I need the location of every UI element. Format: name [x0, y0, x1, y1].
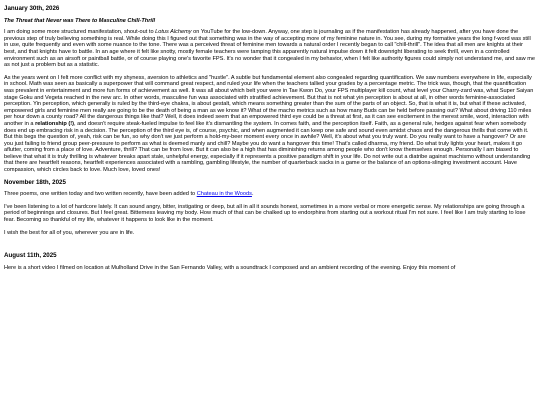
chateau-in-the-woods-link[interactable]: Chateau in the Woods — [196, 191, 252, 198]
entry-paragraph — [4, 191, 536, 198]
journal-entry — [4, 6, 536, 174]
entry-paragraph: I wish the best for all of you, wherever you are in life. — [4, 229, 135, 236]
emphasis-text: relationship (!) — [35, 120, 74, 127]
entry-date: November 18th, 2025 — [4, 178, 66, 186]
paragraph-text: . — [251, 191, 254, 198]
entry-paragraph: I've been listening to a lot of hardcore lately. It can sound angry, bitter, instigating or deep, but all in all it sounds honest, sometimes in a more verbal or more energetic sense. My relationships are going through a period of beginnings and closures. But I feel great. Bitterness leaving my body. How much of that can be chalked up to endorphins from starting out a workout ritual I'm not sure. I feel like I am truly starting to lose fear. Becoming so thankful of my life, whatever it happens to look like in the moment. — [4, 203, 526, 224]
entry-spacer — [4, 242, 536, 253]
entry-paragraph — [4, 29, 536, 69]
channel-name: Lotus Alchemy — [155, 29, 192, 36]
journal-entry — [4, 253, 536, 271]
entry-paragraph-partial: Here is a short video I filmed on location at Mulholland Drive in the San Fernando Valley, with a soundtrack I composed and an ambient recording of the evening. Enjoy this moment of — [4, 264, 456, 271]
entry-paragraph — [4, 75, 536, 174]
paragraph-text: Three poems, one written today and two written recently, have been added to — [4, 191, 197, 198]
journal-entry — [4, 180, 536, 237]
paragraph-text: , and doesn't require steak-fueled impulse to feel like it's dismantling the system. In comes faith, and the perception itself. Faith, as a general rule, hedges against fear when somebody does end up embracing risk in a decision. The perception of the third eye is, of course, psychic, and when augmented it can keep one safe and sound even amidst chaos and the dangerous thrills that come with it. But this begs the question of, yeah, risk can be fun, so why don't we just perform a hold-my-beer moment every once in awhile? Well, it's about what you truly want. Do you really want to have a hangover? Or are you just failing to friend group peer-pressure to perform as what is deemed manly and chill? Maybe you do want a hangover this time! That's called dharma, my friend. Do what truly lights your heart, makes it go aflutter, coming from a place of love. Adventure, thrill? That can be from love. But it can also be a high that has diminishing returns among people who don't know themselves enough. Personally I am biased to believe that what it is truly thrilling is whatever breaks apart stale, unhelpful energy, especially if it represents a positive paradigm shift in your life. Do not write out a diatribe against machismo without understanding that there are heartfelt reasons, heartfelt experiences associated with a rambling, gambling lifestyle, the number of quarterback sacks in a game or the balance of an options-slinging investment account. Have compassion, which circles back to love. Much love, loved ones! — [4, 120, 531, 174]
paragraph-text: As the years went on I felt more conflict with my shyness, aversion to athletics and "hustle". A subtle but fundamental element also congealed regarding quantification. We saw numbers everywhere in life, especially in school. Math was seen as basically a superpower that will command great respect, and ruled your life when the teachers tallied your grades by a percentage metric. The trick was, though, that the quantification was prevalent in entertainment and more fun forms of achievement as well. It was all about which belt your were in Tae Kwon Do, your FPS multiplayer kill count, what level your Charry-zard was, what Super Saiyan stage Goku and Vegeta reached in the new arc. In other words, masculine fun was associated with stratified achievement. But that is not what yin perception is about at all, in other words feminine-associated perception. Yin perception, which generally is ruled by the third-eye chakra, is about gestalt, which means something greater than the sum of the parts of an object. So, that is what it is, but what if these activated, empowered girls and feminine men really are going to be the death of being a man as we know it? What of the macho metrics such as how many Buds can be held before passing out? What about driving 110 miles per hour down a county road? All the dangerous things like that? Well, it does indeed seem that an empowered third eye could be a threat at first, as it can see excitement in the merest smile, word, interaction with another in a — [4, 74, 534, 127]
entry-date: January 30th, 2026 — [4, 5, 60, 12]
entry-subtitle: The Threat that Never was There to Masculine Chill-Thrill — [4, 17, 156, 24]
paragraph-text: I am doing some more structured manifestation, shout-out to — [4, 29, 156, 36]
paragraph-text: on YouTube for the low-down. Anyway, one step is journaling as if the manifestation has already happened, after you have done the previous step of truly believing something is real. While doing this I figured out that something was in the way of accepting more of my feminine nature in. You see, during my formative years the long f-word was still in use, quite frequently and even with some nuance to the tone. There was a perceived threat of feminine men towards a natural order I recently began to call "chill-thrill". The idea that all men are knights at their best, and that knights have to battle. In an age where it felt like snotty, mostly female teachers were tamping this apparently natural impulse down it felt downright liberating to seek thrill, even in a controlled environment such as an airsoft or paintball battle, or of course playing one's favorite FPS. It's no wonder that it congealed in my behavior, when I felt like authority figures could simply not understand me, and saw me as not just a problem but as a statistic. — [4, 29, 536, 69]
entry-date: August 11th, 2025 — [4, 252, 57, 260]
